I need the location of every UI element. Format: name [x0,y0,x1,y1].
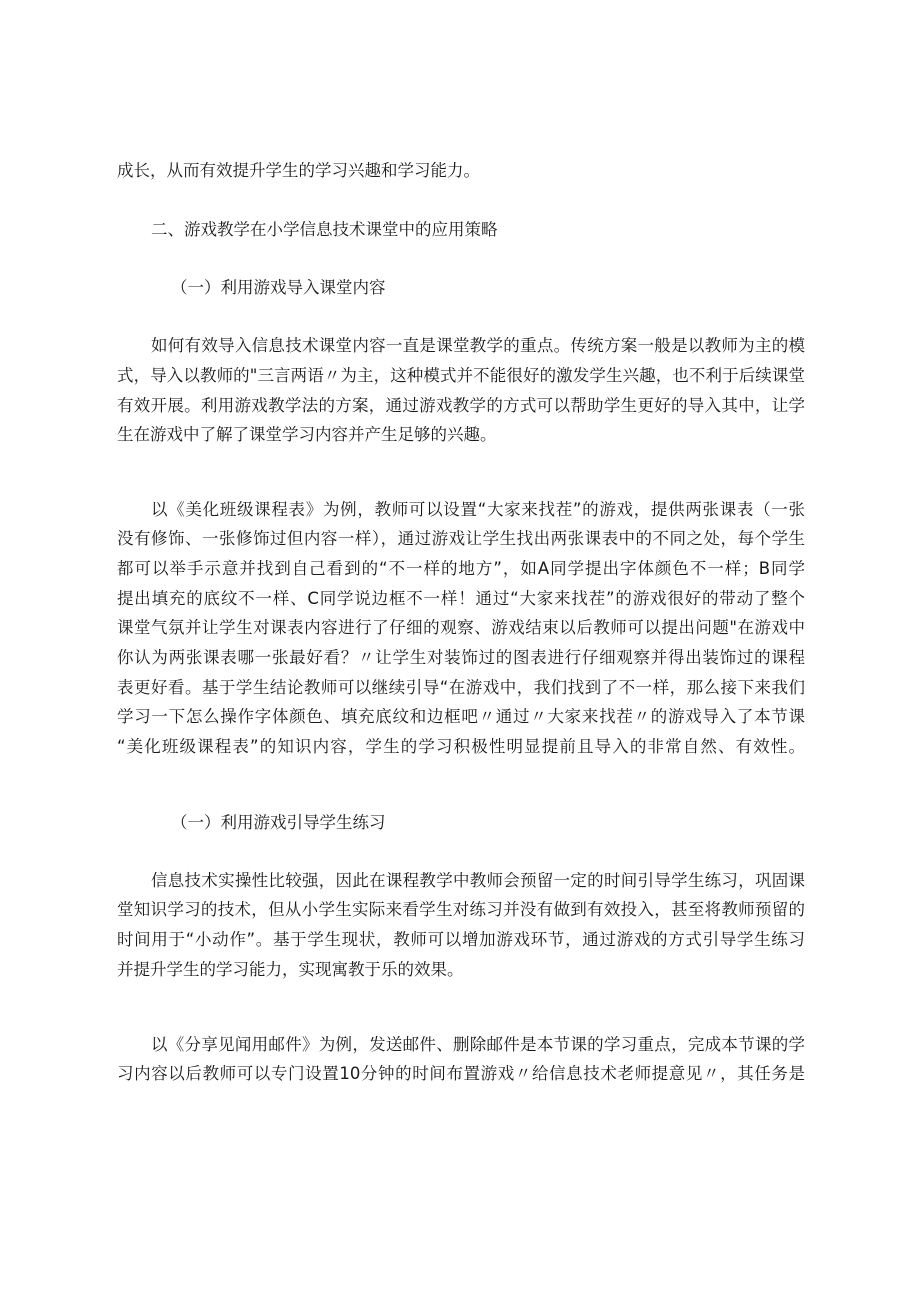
paragraph-line: 习内容以后教师可以专门设置10分钟的时间布置游戏〃给信息技术老师提意见〃，其任务是 [117,1064,805,1083]
paragraph-line: 式，导入以教师的"三言两语〃为主，这种模式并不能很好的激发学生兴趣，也不利于后续课堂 [117,366,805,385]
paragraph-line: 信息技术实操性比较强，因此在课程教学中教师会预留一定的时间引导学生练习，巩固课 [151,871,805,890]
section-heading: 二、游戏教学在小学信息技术课堂中的应用策略 [151,220,498,239]
paragraph-line: 并提升学生的学习能力，实现寓教于乐的效果。 [117,960,464,979]
paragraph-line: 如何有效导入信息技术课堂内容一直是课堂教学的重点。传统方案一般是以教师为主的模 [151,336,805,355]
subsection-heading: （一）利用游戏引导学生练习 [171,813,386,832]
paragraph-line: 提出填充的底纹不一样、C同学说边框不一样！通过“大家来找茬”的游戏很好的带动了整个 [117,589,805,608]
paragraph-line: 课堂气氛并让学生对课表内容进行了仔细的观察、游戏结束以后教师可以提出问题"在游戏中 [117,618,805,637]
paragraph-line: 生在游戏中了解了课堂学习内容并产生足够的兴趣。 [117,425,497,444]
paragraph-line: 没有修饰、一张修饰过但内容一样），通过游戏让学生找出两张课表中的不同之处，每个学生 [117,529,805,548]
paragraph-line: “美化班级课程表”的知识内容，学生的学习积极性明显提前且导入的非常自然、有效性。 [117,737,805,756]
paragraph-line: 有效开展。利用游戏教学法的方案，通过游戏教学的方式可以帮助学生更好的导入其中，让学 [117,396,805,415]
paragraph-line: 堂知识学习的技术，但从小学生实际来看学生对练习并没有做到有效投入，甚至将教师预留的 [117,900,805,919]
paragraph-line: 以《美化班级课程表》为例，教师可以设置“大家来找茬”的游戏，提供两张课表（一张 [151,500,805,519]
paragraph-line: 时间用于“小动作”。基于学生现状，教师可以增加游戏环节，通过游戏的方式引导学生练习 [117,930,805,949]
paragraph-line: 你认为两张课表哪一张最好看？〃让学生对装饰过的图表进行仔细观察并得出装饰过的课程 [117,648,805,667]
paragraph-line: 成长，从而有效提升学生的学习兴趣和学习能力。 [117,161,480,180]
paragraph-line: 学习一下怎么操作字体颜色、填充底纹和边框吧〃通过〃大家来找茬〃的游戏导入了本节课 [117,707,805,726]
subsection-heading: （一）利用游戏导入课堂内容 [171,278,386,297]
paragraph-line: 都可以举手示意并找到自己看到的“不一样的地方”，如A同学提出字体颜色不一样；B同学 [117,559,805,578]
paragraph-line: 表更好看。基于学生结论教师可以继续引导“在游戏中，我们找到了不一样，那么接下来我们 [117,678,805,697]
paragraph-line: 以《分享见闻用邮件》为例，发送邮件、删除邮件是本节课的学习重点，完成本节课的学 [151,1035,805,1054]
